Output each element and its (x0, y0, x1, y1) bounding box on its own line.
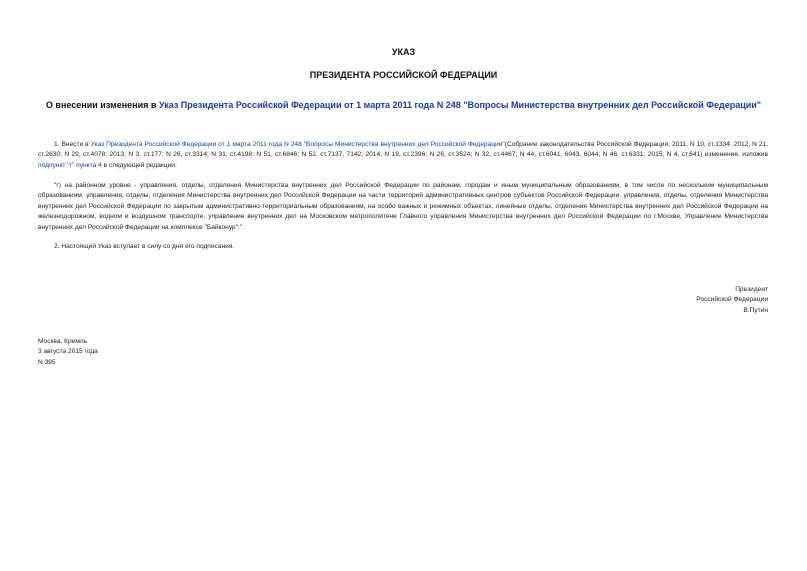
paragraph-2-text: "г) на районном уровне - управления, отделы, отделения Министерства внутренних дел Российской Федерации по районам, городам и иным муниципальным образованиям, в том числе по нескольким муниципальным образованиям, управления, отделы, отделения Министерства внутренних дел Российской Федерации на части территорий административных центров субъектов Российской Федерации, управления, отделы, отделения Министерства внутренних дел Российской Федерации по закрытым административно-территориальным образованиям, на особо важных и режимных объектах, линейные отделы, отделения Министерства внутренних дел Российской Федерации на железнодорожном, водном и воздушном транспорте, управление внутренних дел на Московском метрополитене Главного управления Министерства внутренних дел Российской Федерации по г.Москве, Управление Министерства внутренних дел Российской Федерации на комплексе "Байконур".". (38, 182, 768, 231)
paragraph-2 (38, 181, 768, 233)
subtitle-prefix: О внесении изменения в (45, 100, 159, 110)
signature-country: Российской Федерации (696, 296, 768, 304)
signature-title: Президент (735, 286, 768, 293)
paragraph-1-prefix: 1. Внести в (54, 141, 91, 148)
paragraph-1-suffix: в следующей редакции: (101, 161, 177, 169)
paragraph-1 (38, 140, 768, 171)
footer-number: N 395 (38, 358, 56, 366)
document-title: УКАЗ (391, 47, 416, 57)
paragraph-3-text: 2. Настоящий Указ вступает в силу со дня его подписания. (54, 243, 235, 250)
document-issuer: ПРЕЗИДЕНТА РОССИЙСКОЙ ФЕДЕРАЦИИ (309, 70, 498, 80)
subtitle-decree-link[interactable]: Указ Президента Российской Федерации от 1 марта 2011 года N 248 "Вопросы Министерства внутренних дел Российской Федерации" (158, 100, 762, 110)
signature-name: В.Путин (743, 306, 768, 314)
signature-block (696, 285, 768, 316)
paragraph-1-decree-link[interactable]: Указ Президента Российской Федерации от 1 марта 2011 года N 248 "Вопросы Министерства внутренних дел Российской Федерации" (90, 141, 505, 148)
footer-block (38, 337, 98, 368)
paragraph-1-citation: (Собрание законодательства Российской Федерации, 2011, N 10, ст.1334; 2012, N 21, ст.2630; N 29, ст.4078; 2013, N 3, ст.177; N 26, ст.3314; N 31, ст.4198; N 51, ст.6846; N 52, ст.7137, 7142; 2014, N 19, ст.2396; N 26, ст.3524; N 32, ст.4467; N 44, ст.6041, 6043, 6044; N 46, ст.6331; 2015, N 4, ст.641) изменение, изложив (38, 141, 768, 159)
document-subtitle (0, 100, 807, 111)
footer-place: Москва, Кремль (38, 338, 88, 345)
paragraph-3 (38, 242, 768, 252)
paragraph-1-subpoint-link[interactable]: подпункт "г" пункта 4 (38, 161, 102, 169)
footer-date: 3 августа 2015 года (38, 348, 98, 356)
